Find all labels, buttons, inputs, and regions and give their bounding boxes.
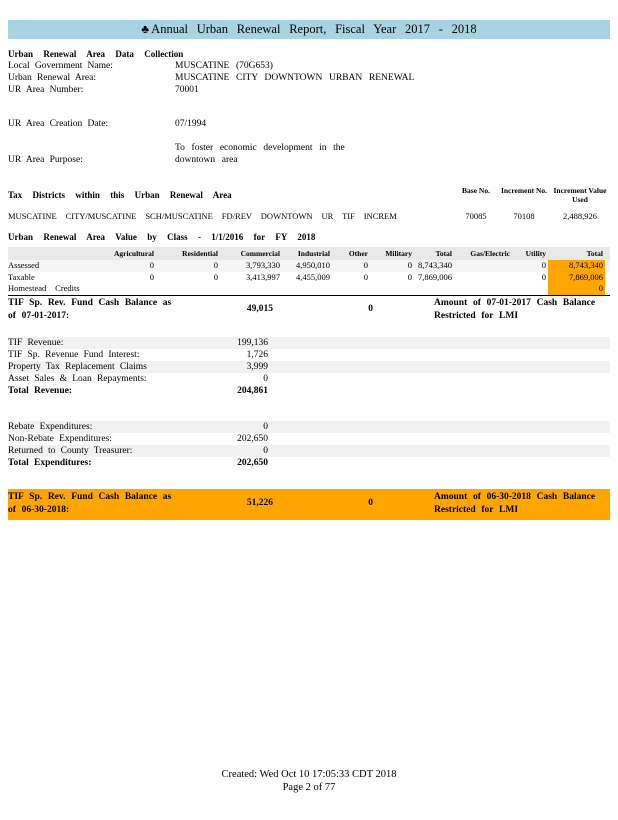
row-label: Assessed (8, 260, 40, 270)
field-value: To foster economic development in the downtown area (175, 143, 345, 165)
report-title: Annual Urban Renewal Report, Fiscal Year 2017 - 2018 (151, 22, 477, 36)
row-label: Homestead Credits (8, 283, 80, 293)
tax-districts-section (8, 186, 610, 222)
column-header-agricultural: Agricultural (114, 249, 154, 258)
tax-districts-column-headers (454, 186, 610, 204)
revenue-section (8, 337, 610, 397)
report-body (8, 49, 610, 520)
field-local-government-name (8, 60, 610, 72)
tif-opening-lmi-note: Amount of 07-01-2017 Cash Balance Restricted for LMI (434, 297, 596, 321)
line-item-value: 199,136 (237, 337, 268, 348)
field-value: 07/1994 (175, 119, 207, 129)
total-revenue-row (8, 385, 610, 397)
cell-commercial: 3,413,997 (246, 271, 280, 282)
cell-utility: 0 (541, 271, 546, 282)
cell-residential: 0 (213, 260, 218, 270)
field-label: UR Area Number: (8, 85, 84, 95)
field-urban-renewal-area (8, 72, 610, 84)
line-item-returned-to-treasurer (8, 445, 610, 457)
value-by-class-heading: Urban Renewal Area Value by Class - 1/1/2016 for FY 2018 (8, 232, 316, 242)
line-item-label: Rebate Expenditures: (8, 421, 93, 432)
total-revenue-label: Total Revenue: (8, 385, 72, 396)
line-item-non-rebate-expenditures (8, 433, 610, 445)
table-row-homestead-credits (8, 283, 610, 295)
cell-industrial: 4,950,010 (296, 260, 330, 270)
table-row-taxable (8, 272, 610, 284)
cell-residential (156, 283, 220, 295)
total-expenditures-label: Total Expenditures: (8, 457, 92, 468)
tif-closing-balance-row (8, 489, 610, 520)
column-header-rowlabel (8, 247, 96, 260)
tif-opening-restricted-amount: 0 (368, 304, 373, 314)
tax-district-increment-value-used: 2,488,926 (563, 211, 597, 221)
tif-closing-balance-label: TIF Sp. Rev. Fund Cash Balance as of 06-30-2018: (8, 491, 172, 515)
cell-other (332, 283, 370, 295)
tax-districts-heading: Tax Districts within this Urban Renewal Area (8, 189, 232, 200)
cell-industrial: 4,455,009 (296, 271, 330, 282)
expenditures-section (8, 421, 610, 469)
cell-other: 0 (363, 260, 368, 270)
total-expenditures-row (8, 457, 610, 469)
row-label: Taxable (8, 271, 35, 282)
column-header-residential: Residential (182, 249, 218, 258)
cell-agricultural (96, 283, 156, 295)
page-footer (0, 768, 618, 794)
report-page (0, 20, 618, 820)
line-item-tif-revenue (8, 337, 610, 349)
cell-agricultural: 0 (149, 271, 154, 282)
line-item-label: Asset Sales & Loan Repayments: (8, 373, 147, 384)
line-item-value: 0 (263, 445, 268, 456)
tax-district-increment-no: 70108 (513, 211, 535, 221)
tif-opening-balance-row (8, 295, 610, 323)
field-ur-area-number (8, 84, 610, 96)
column-header-grand-total: Total (586, 249, 603, 258)
tax-district-base-no: 70085 (465, 211, 487, 221)
club-suit-icon: ♣ (141, 22, 150, 36)
cell-total (414, 283, 454, 295)
tax-districts-header (8, 186, 610, 204)
field-value: 70001 (175, 85, 199, 95)
cell-agricultural: 0 (149, 260, 154, 270)
value-by-class-table (8, 247, 610, 295)
cell-military (370, 283, 414, 295)
line-item-tif-interest (8, 349, 610, 361)
tif-opening-balance-label: TIF Sp. Rev. Fund Cash Balance as of 07-01-2017: (8, 297, 172, 321)
field-label: Urban Renewal Area: (8, 73, 96, 83)
cell-gas-electric (454, 283, 512, 295)
line-item-label: Non-Rebate Expenditures: (8, 433, 112, 444)
field-ur-area-purpose (8, 142, 610, 166)
tif-closing-restricted-amount: 0 (368, 498, 373, 508)
table-header-row (8, 247, 610, 260)
cell-grand-total-highlighted: 0 (548, 283, 605, 295)
column-header-other: Other (348, 249, 368, 258)
cell-residential: 0 (213, 271, 218, 282)
tif-closing-balance-amount: 51,226 (246, 498, 273, 508)
line-item-value: 0 (263, 421, 268, 432)
column-header-utility: Utility (525, 249, 546, 258)
field-ur-area-creation-date (8, 118, 610, 130)
line-item-asset-sales (8, 373, 610, 385)
created-timestamp: Created: Wed Oct 10 17:05:33 CDT 2018 (221, 769, 397, 780)
total-expenditures-value: 202,650 (237, 457, 268, 468)
cell-utility: 0 (541, 260, 546, 270)
cell-commercial (220, 283, 282, 295)
line-item-label: TIF Sp. Revenue Fund Interest: (8, 349, 140, 360)
cell-total: 8,743,340 (418, 260, 452, 270)
line-item-label: TIF Revenue: (8, 337, 64, 348)
line-item-value: 0 (263, 373, 268, 384)
tif-opening-balance-amount: 49,015 (246, 304, 273, 314)
cell-industrial (282, 283, 332, 295)
tax-district-row (8, 210, 610, 222)
cell-total: 7,869,006 (418, 271, 452, 282)
column-header-increment-value-used: Increment Value Used (553, 186, 607, 204)
cell-gas-electric (454, 260, 512, 272)
column-header-industrial: Industrial (297, 249, 330, 258)
column-header-increment-no: Increment No. (500, 186, 548, 195)
tax-district-name: MUSCATINE CITY/MUSCATINE SCH/MUSCATINE FD/REV DOWNTOWN UR TIF INCREM (8, 211, 397, 221)
line-item-label: Property Tax Replacement Claims (8, 361, 147, 372)
field-label: UR Area Purpose: (8, 155, 83, 165)
column-header-military: Military (385, 249, 412, 258)
line-item-value: 3,999 (246, 361, 268, 372)
cell-gas-electric (454, 272, 512, 284)
cell-grand-total-highlighted: 8,743,340 (548, 260, 605, 272)
cell-grand-total-highlighted: 7,869,006 (548, 272, 605, 284)
column-header-gas-electric: Gas/Electric (470, 249, 510, 258)
table-row-assessed (8, 260, 610, 272)
cell-other: 0 (363, 271, 368, 282)
cell-military: 0 (407, 260, 412, 270)
cell-utility (512, 283, 548, 295)
tif-closing-lmi-note: Amount of 06-30-2018 Cash Balance Restricted for LMI (434, 491, 596, 515)
field-label: UR Area Creation Date: (8, 119, 109, 129)
report-title-bar (8, 20, 610, 39)
page-number: Page 2 of 77 (282, 782, 336, 793)
field-label: Local Government Name: (8, 61, 113, 71)
field-value: MUSCATINE (70G653) (175, 61, 273, 71)
line-item-property-tax-replacement (8, 361, 610, 373)
cell-military: 0 (407, 271, 412, 282)
cell-commercial: 3,793,330 (246, 260, 280, 270)
line-item-rebate-expenditures (8, 421, 610, 433)
column-header-base-no: Base No. (462, 186, 490, 195)
column-header-commercial: Commercial (240, 249, 280, 258)
column-header-total: Total (435, 249, 452, 258)
line-item-value: 202,650 (237, 433, 268, 444)
data-collection-heading: Urban Renewal Area Data Collection (8, 49, 184, 59)
line-item-label: Returned to County Treasurer: (8, 445, 133, 456)
field-value: MUSCATINE CITY DOWNTOWN URBAN RENEWAL (175, 73, 415, 83)
total-revenue-value: 204,861 (237, 385, 268, 396)
line-item-value: 1,726 (246, 349, 268, 360)
